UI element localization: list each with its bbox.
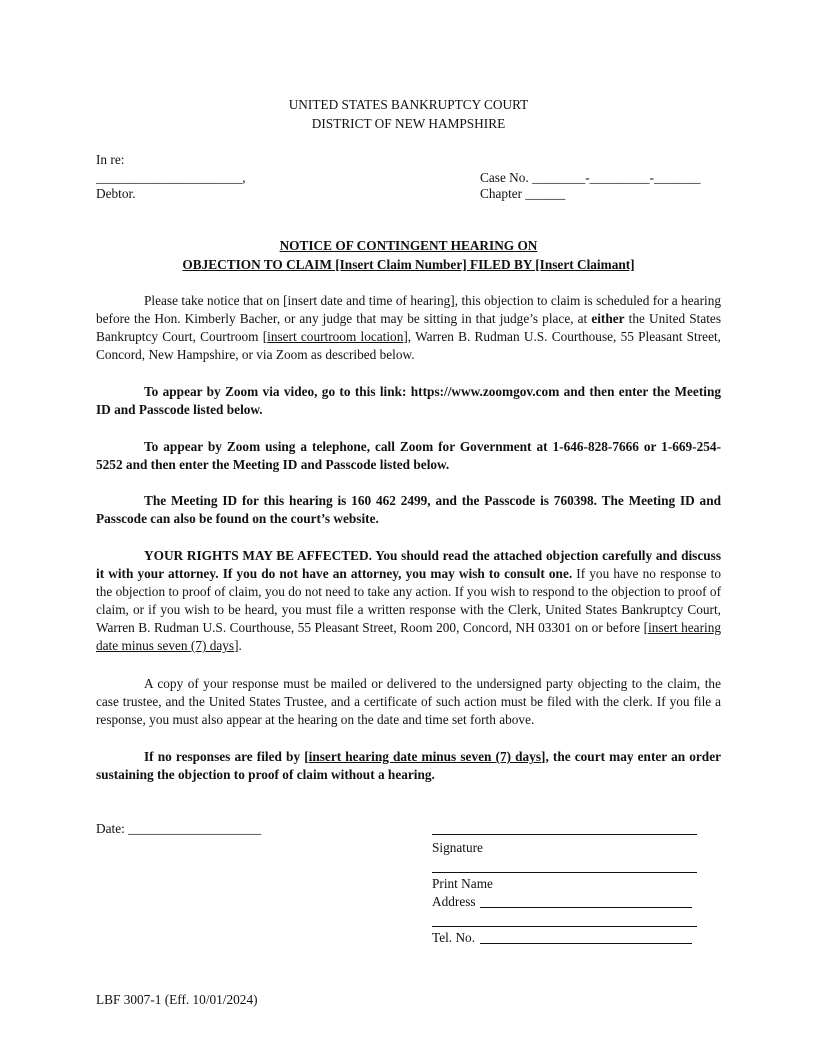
date-field: Date: ____________________	[96, 821, 262, 836]
court-name: UNITED STATES BANKRUPTCY COURT	[288, 97, 529, 112]
signature-label: Signature	[432, 840, 483, 855]
case-number: Case No. ________-_________-_______	[480, 170, 701, 185]
notice-title-line2: OBJECTION TO CLAIM [Insert Claim Number] FILED BY [Insert Claimant]	[182, 257, 635, 272]
address-line-2	[432, 926, 697, 927]
signature-line	[432, 834, 697, 835]
court-district: DISTRICT OF NEW HAMPSHIRE	[311, 116, 506, 131]
chapter-number: Chapter ______	[480, 186, 566, 201]
notice-title-line1: NOTICE OF CONTINGENT HEARING ON	[279, 238, 538, 253]
no-response-paragraph: If no responses are filed by [insert hearing date minus seven (7) days], the court may enter an order sustaining the objection to proof of claim without a hearing.	[96, 749, 721, 782]
address-label: Address	[432, 894, 476, 909]
zoom-video-instructions: To appear by Zoom via video, go to this link: https://www.zoomgov.com and then enter the Meeting ID and Passcode listed below.	[96, 384, 721, 417]
debtor-label: Debtor.	[96, 186, 136, 201]
rights-paragraph: YOUR RIGHTS MAY BE AFFECTED. You should read the attached objection carefully and discuss it with your attorney. If you do not have an attorney, you may wish to consult one. If you have no response to the objection to proof of claim, you do not need to take any action. If you wish to respond to the objection to proof of claim, or if you wish to be heard, you must file a written response with the Clerk, United States Bankruptcy Court, Warren B. Rudman U.S. Courthouse, 55 Pleasant Street, Room 200, Concord, NH 03301 on or before [insert hearing date minus seven (7) days].	[96, 548, 722, 653]
address-line	[480, 907, 692, 908]
print-name-label: Print Name	[432, 876, 493, 891]
debtor-name-blank: ______________________,	[96, 170, 246, 185]
tel-label: Tel. No.	[432, 930, 476, 945]
response-service-paragraph: A copy of your response must be mailed or delivered to the undersigned party objecting to the claim, the case trustee, and the United States Trustee, and a certificate of such action must be filed with the clerk. If you file a response, you must also appear at the hearing on the date and time set forth above.	[96, 676, 721, 727]
print-name-line	[432, 872, 697, 873]
tel-line	[480, 943, 692, 944]
hearing-notice-paragraph: Please take notice that on [insert date and time of hearing], this objection to claim is scheduled for a hearing before the Hon. Kimberly Bacher, or any judge that may be sitting in that judge’s place, at either the United States Bankruptcy Court, Courtroom [insert courtroom location], Warren B. Rudman U.S. Courthouse, 55 Pleasant Street, Concord, New Hampshire, or via Zoom as described below.	[96, 293, 722, 362]
meeting-id-paragraph: The Meeting ID for this hearing is 160 462 2499, and the Passcode is 760398. The Meeting ID and Passcode can also be found on the court’s website.	[96, 493, 721, 526]
in-re-label: In re:	[96, 152, 125, 167]
form-footer: LBF 3007-1 (Eff. 10/01/2024)	[96, 992, 258, 1007]
zoom-phone-instructions: To appear by Zoom using a telephone, call Zoom for Government at 1-646-828-7666 or 1-669-254-5252 and then enter the Meeting ID and Passcode listed below.	[96, 439, 721, 472]
